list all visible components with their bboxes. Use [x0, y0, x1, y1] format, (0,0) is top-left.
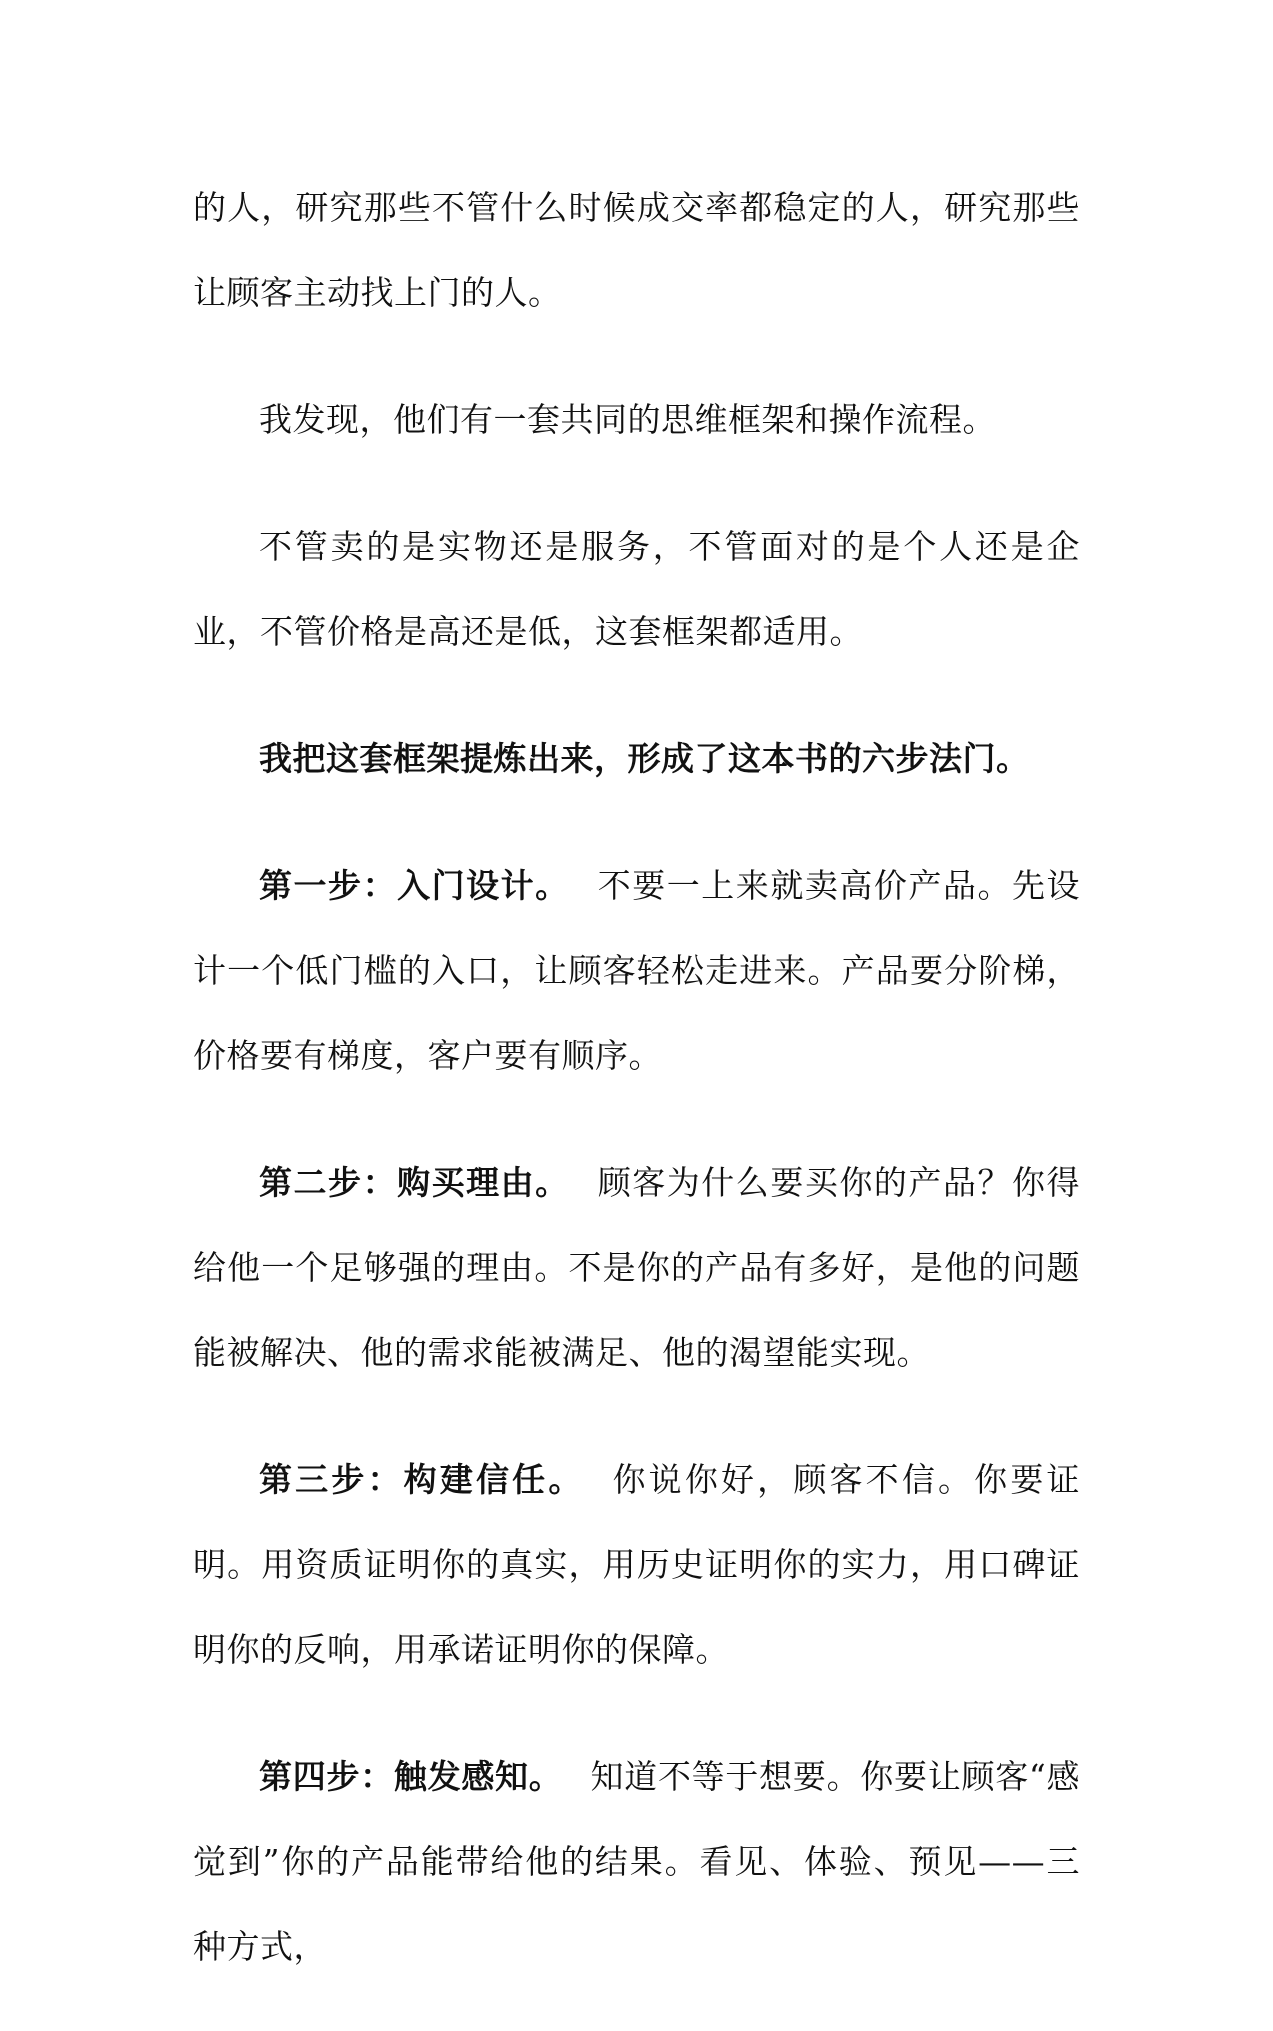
step-3-paragraph [193, 1437, 1080, 1692]
step-4-paragraph [193, 1734, 1080, 1989]
paragraph-continuation: 的人，研究那些不管什么时候成交率都稳定的人，研究那些让顾客主动找上门的人。 [193, 188, 1080, 312]
paragraph-six-steps-intro: 我把这套框架提炼出来，形成了这本书的六步法门。 [259, 739, 1030, 778]
step-2-body: 顾客为什么要买你的产品？你得给他一个足够强的理由。不是你的产品有多好，是他的问题能被解决、他的需求能被满足、他的渴望能实现。 [193, 1163, 1081, 1372]
step-3-title: 第三步：构建信任。 [259, 1460, 585, 1499]
paragraph-applicability: 不管卖的是实物还是服务，不管面对的是个人还是企业，不管价格是高还是低，这套框架都适用。 [193, 527, 1080, 651]
step-1-paragraph [193, 843, 1080, 1098]
step-2-paragraph [193, 1140, 1080, 1395]
step-4-body: 知道不等于想要。你要让顾客“感觉到”你的产品能带给他的结果。看见、体验、预见——三种方式， [193, 1757, 1081, 1966]
step-1-body: 不要一上来就卖高价产品。先设计一个低门槛的入口，让顾客轻松走进来。产品要分阶梯，价格要有梯度，客户要有顺序。 [193, 866, 1081, 1075]
step-1-title: 第一步：入门设计。 [259, 866, 570, 905]
step-4-title: 第四步：触发感知。 [259, 1757, 563, 1796]
document-page [193, 165, 1080, 2031]
step-3-body: 你说你好，顾客不信。你要证明。用资质证明你的真实，用历史证明你的实力，用口碑证明你的反响，用承诺证明你的保障。 [193, 1460, 1081, 1669]
step-2-title: 第二步：购买理由。 [259, 1163, 570, 1202]
paragraph-discovery: 我发现，他们有一套共同的思维框架和操作流程。 [259, 400, 996, 439]
